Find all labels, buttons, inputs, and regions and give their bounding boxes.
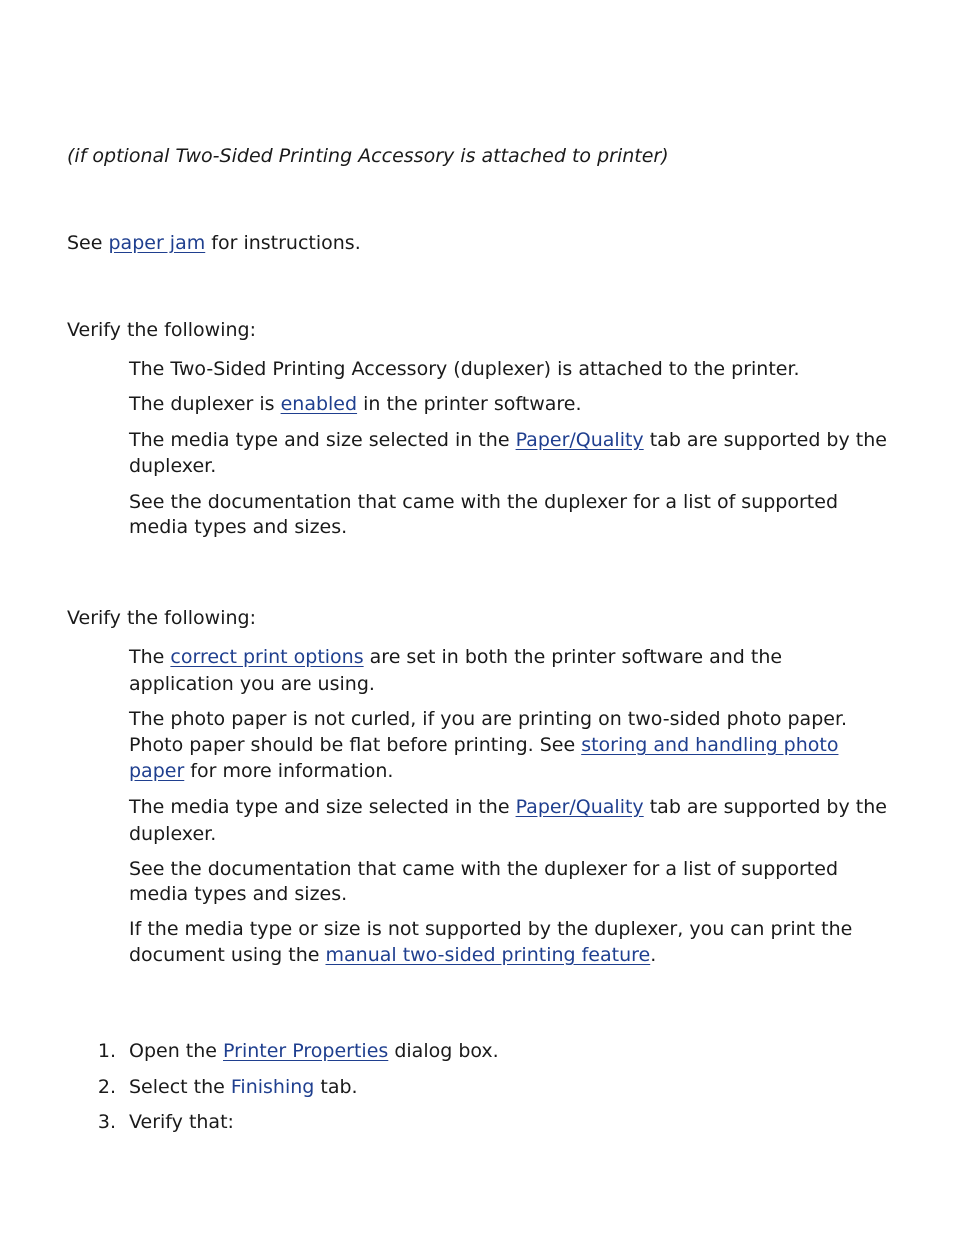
text: tab. (314, 1076, 358, 1098)
section2-item-photo-paper-line3 (129, 758, 393, 784)
paper-jam-suffix: for instructions. (205, 232, 361, 254)
section1-item-duplexer-attached: The Two-Sided Printing Accessory (duplexer) is attached to the printer. (129, 358, 800, 380)
step-number: 2. (97, 1076, 116, 1098)
step-list-item (90, 1109, 234, 1135)
paper-quality-link[interactable]: Paper/Quality (515, 429, 644, 451)
text: Photo paper should be flat before printing. See (129, 734, 582, 756)
printer-properties-link[interactable]: Printer Properties (223, 1040, 389, 1062)
finishing-tab-name: Finishing (230, 1076, 315, 1098)
section1-item-media-type-cont: duplexer. (129, 455, 217, 477)
manual-two-sided-printing-link[interactable]: manual two-sided printing feature (325, 944, 651, 966)
section2-item-print-options-cont: application you are using. (129, 673, 375, 695)
section1-intro: Verify the following: (67, 319, 256, 341)
text: The (129, 646, 171, 668)
text: in the printer software. (357, 393, 582, 415)
text: tab are supported by the (643, 796, 887, 818)
text: Verify that: (129, 1111, 234, 1133)
step-list-item (90, 1038, 499, 1064)
enabled-link[interactable]: enabled (280, 393, 358, 415)
text: Select the (129, 1076, 231, 1098)
section2-item-media-type-cont: duplexer. (129, 823, 217, 845)
section2-item-documentation: See the documentation that came with the duplexer for a list of supported (129, 858, 839, 880)
storing-handling-photo-paper-link-cont[interactable]: paper (129, 760, 185, 782)
section1-item-documentation-cont: media types and sizes. (129, 516, 348, 538)
text: dialog box. (388, 1040, 499, 1062)
correct-print-options-link[interactable]: correct print options (170, 646, 364, 668)
section2-item-documentation-cont: media types and sizes. (129, 883, 348, 905)
step-number: 3. (97, 1111, 116, 1133)
section2-item-unsupported-media-cont (129, 942, 656, 968)
text: for more information. (184, 760, 394, 782)
text: The duplexer is (129, 393, 281, 415)
step-list-item (90, 1074, 358, 1100)
section2-item-print-options (129, 644, 782, 670)
text: document using the (129, 944, 326, 966)
text: The media type and size selected in the (129, 429, 516, 451)
text: The media type and size selected in the (129, 796, 516, 818)
text: Open the (129, 1040, 224, 1062)
accessory-note: (if optional Two-Sided Printing Accessory is attached to printer) (67, 145, 669, 167)
text: . (650, 944, 657, 966)
paper-jam-link[interactable]: paper jam (108, 232, 206, 254)
section1-item-documentation: See the documentation that came with the duplexer for a list of supported (129, 491, 839, 513)
section2-item-photo-paper-line2 (129, 732, 838, 758)
storing-handling-photo-paper-link[interactable]: storing and handling photo (581, 734, 839, 756)
paper-jam-paragraph (67, 230, 361, 256)
section1-item-media-type (129, 427, 887, 453)
section2-item-photo-paper: The photo paper is not curled, if you are printing on two-sided photo paper. (129, 708, 848, 730)
step-number: 1. (97, 1040, 116, 1062)
section2-item-unsupported-media: If the media type or size is not supported by the duplexer, you can print the (129, 918, 853, 940)
section2-intro: Verify the following: (67, 607, 256, 629)
paper-jam-prefix: See (67, 232, 109, 254)
text: are set in both the printer software and the (363, 646, 783, 668)
text: tab are supported by the (643, 429, 887, 451)
section1-item-duplexer-enabled (129, 391, 582, 417)
section2-item-media-type (129, 794, 887, 820)
paper-quality-link-2[interactable]: Paper/Quality (515, 796, 644, 818)
